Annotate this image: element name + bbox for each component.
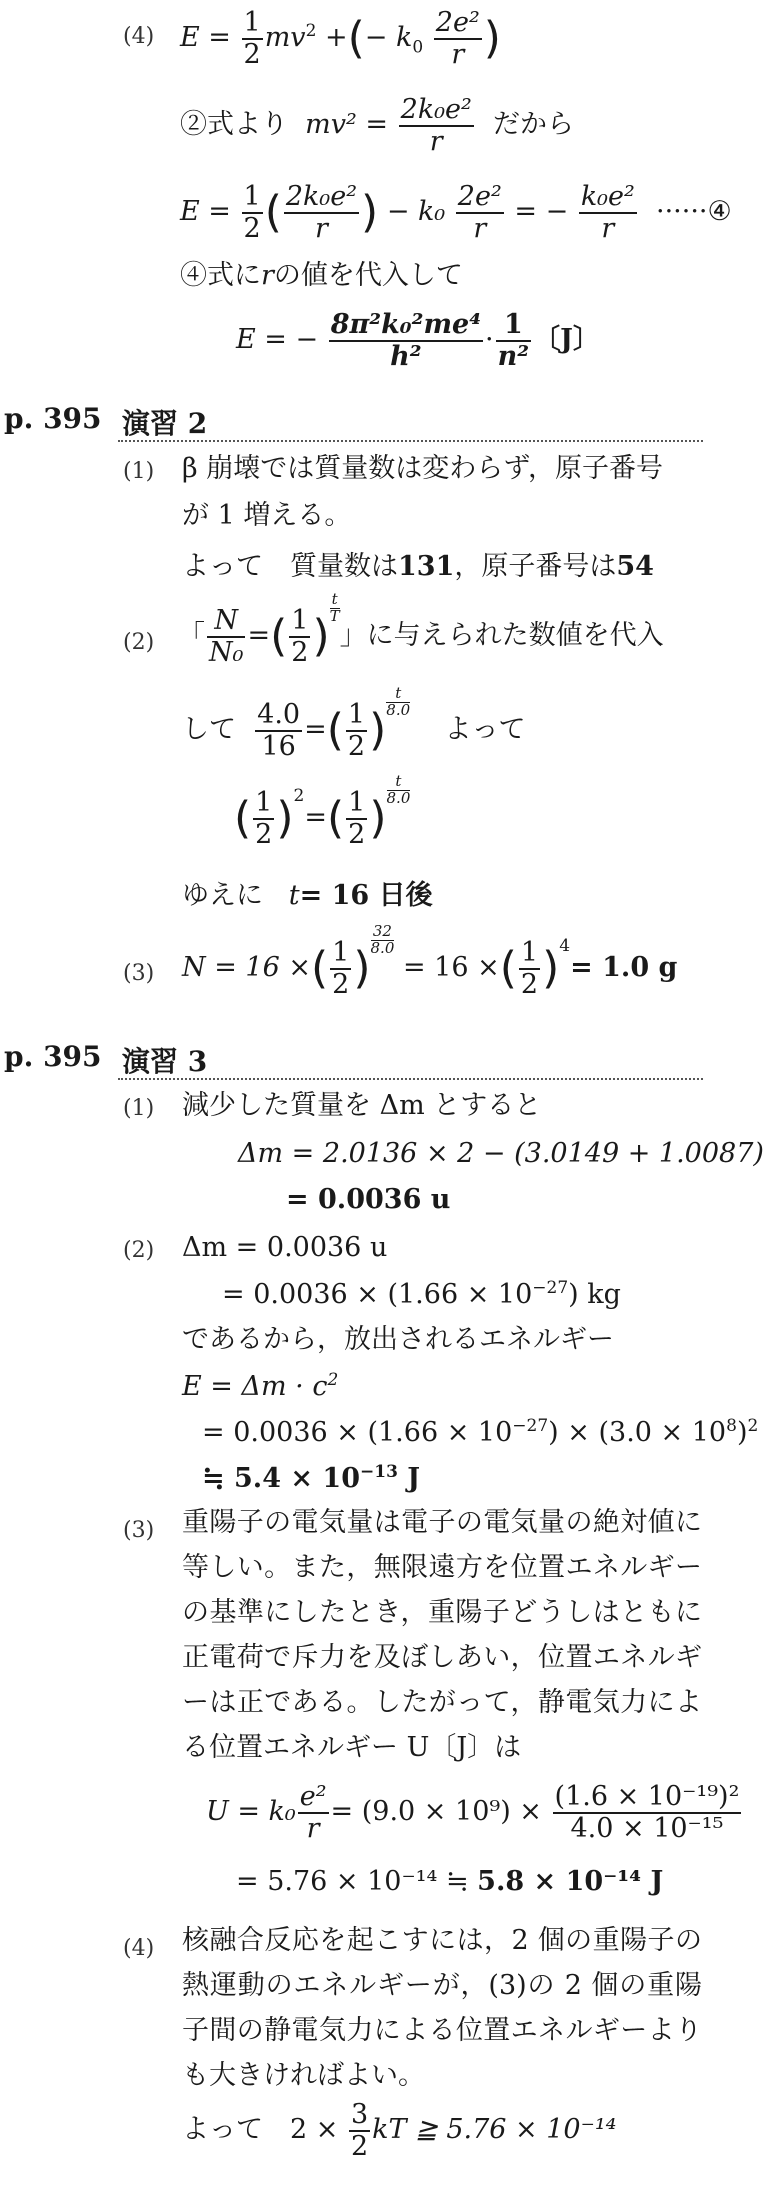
potential-energy-explanation: 重陽子の電気量は電子の電気量の絶対値に等しい。また，無限遠方を位置エネルギーの基準にしたとき，重陽子どうしはともに正電荷で斥力を及ぼしあい，位置エネルギーは正である。したがって，静電気力による位置エネルギー U〔J〕は [182, 1507, 702, 1763]
section-divider [118, 440, 703, 442]
equation-tag: ······④ [655, 196, 732, 228]
item-number: (4) [123, 24, 155, 49]
item-number: (2) [123, 630, 155, 655]
item-number: (3) [123, 961, 155, 986]
decay-substitution: して $\frac{4.0}{16}$ =( $\frac{1}{2}$ ) $\frac{t}{8.0}$ よって [182, 684, 526, 762]
mass-defect-equation: Δm = 2.0136 × 2 − (3.0149 + 1.0087) [238, 1138, 764, 1169]
item-number: (1) [123, 459, 155, 484]
beta-decay-line-1: β 崩壊では質量数は変わらず，原子番号 [182, 453, 664, 484]
mass-defect-value: Δm = 0.0036 u [182, 1232, 388, 1263]
mass-defect-kg: = $0.0036 \times (1.66 \times 10^{-27})$ kg [222, 1278, 621, 1310]
item-number: (1) [123, 1096, 155, 1121]
equation-kinetic-relation: ②式より mv² = $\frac{\text{2k₀e²}}{r}$ だから [180, 94, 574, 157]
item-number: (3) [123, 1518, 155, 1543]
beta-decay-line-2: が 1 増える。 [182, 500, 352, 531]
section-divider [118, 1078, 703, 1080]
remaining-nuclei-equation: N = 16 ×( $\frac{1}{2}$ ) $\frac{32}{8.0}$ = 16 ×( $\frac{1}{2}$ )$^4$= 1.0 g [182, 922, 678, 1000]
energy-substitution: = $0.0036 \times (1.66 \times 10^{-27}) \times (3.0 \times 10^8)^2$ [202, 1416, 759, 1448]
substitution-note: ④式にrの値を代入して [180, 260, 463, 291]
decay-law-statement: 「 $\frac{N}{\text{N₀}}$ =( $\frac{1}{2}$ ) $\frac{t}{T}$ 」に与えられた数値を代入 [178, 590, 664, 668]
item-number: (4) [123, 1936, 155, 1961]
beta-decay-answer: よって 質量数は131，原子番号は54 [182, 551, 654, 582]
section-title: 演習 3 [122, 1045, 208, 1078]
energy-release-text: であるから，放出されるエネルギー [182, 1324, 614, 1355]
mass-energy-equation: $E = \Delta m \cdot c^2$ [182, 1370, 339, 1402]
mass-defect-answer: = 0.0036 u [286, 1184, 451, 1215]
potential-energy-equation: U = k₀ $\frac{\text{e²}}{r}$ = (9.0 × 10⁹) × $\frac{\text{(1.6 × 10⁻¹⁹)²}}{\text{4.0 × 10⁻¹⁵}}$ [206, 1781, 740, 1844]
energy-answer: ≒ $5.4 \times 10^{-13}$ J [202, 1462, 421, 1494]
section-title: 演習 2 [122, 407, 208, 440]
potential-energy-answer: = 5.76 × 10⁻¹⁴ ≒ 5.8 × 10⁻¹⁴ J [236, 1866, 664, 1897]
equation-energy-simplified: E = $\frac{1}{2}$ ( $\frac{\text{2k₀e²}}{r}$ ) − k₀ $\frac{\text{2e²}}{r}$ = − $\frac{\text{k₀e²}}{r}$ ······④ [180, 181, 732, 244]
decay-time-answer: ゆえに t= 16 日後 [182, 880, 433, 911]
page-reference: p. 395 [4, 1040, 102, 1073]
thermal-energy-inequality: よって 2 × $\frac{3}{2}$ kT ≧ 5.76 × 10⁻¹⁴ [182, 2099, 617, 2162]
equation-energy-total: E = $\frac{1}{2}$ $mv^2$ +(− $k_0$ $\frac{\text{2e²}}{r}$ ) [180, 7, 501, 70]
mass-defect-intro: 減少した質量を Δm とすると [182, 1090, 542, 1121]
fusion-condition-explanation: 核融合反応を起こすには，2 個の重陽子の熱運動のエネルギーが，(3)の 2 個の重陽子間の静電気力による位置エネルギーよりも大きければよい。 [182, 1925, 702, 2091]
page-reference: p. 395 [4, 402, 102, 435]
decay-power-equation: ( $\frac{1}{2}$ )$^2$=( $\frac{1}{2}$ ) $\frac{t}{8.0}$ [234, 772, 411, 850]
equation-energy-final: E = − $\frac{\text{8π²k₀²me⁴}}{\text{h²}}$ · $\frac{1}{\text{n²}}$ 〔J〕 [236, 309, 600, 372]
item-number: (2) [123, 1238, 155, 1263]
